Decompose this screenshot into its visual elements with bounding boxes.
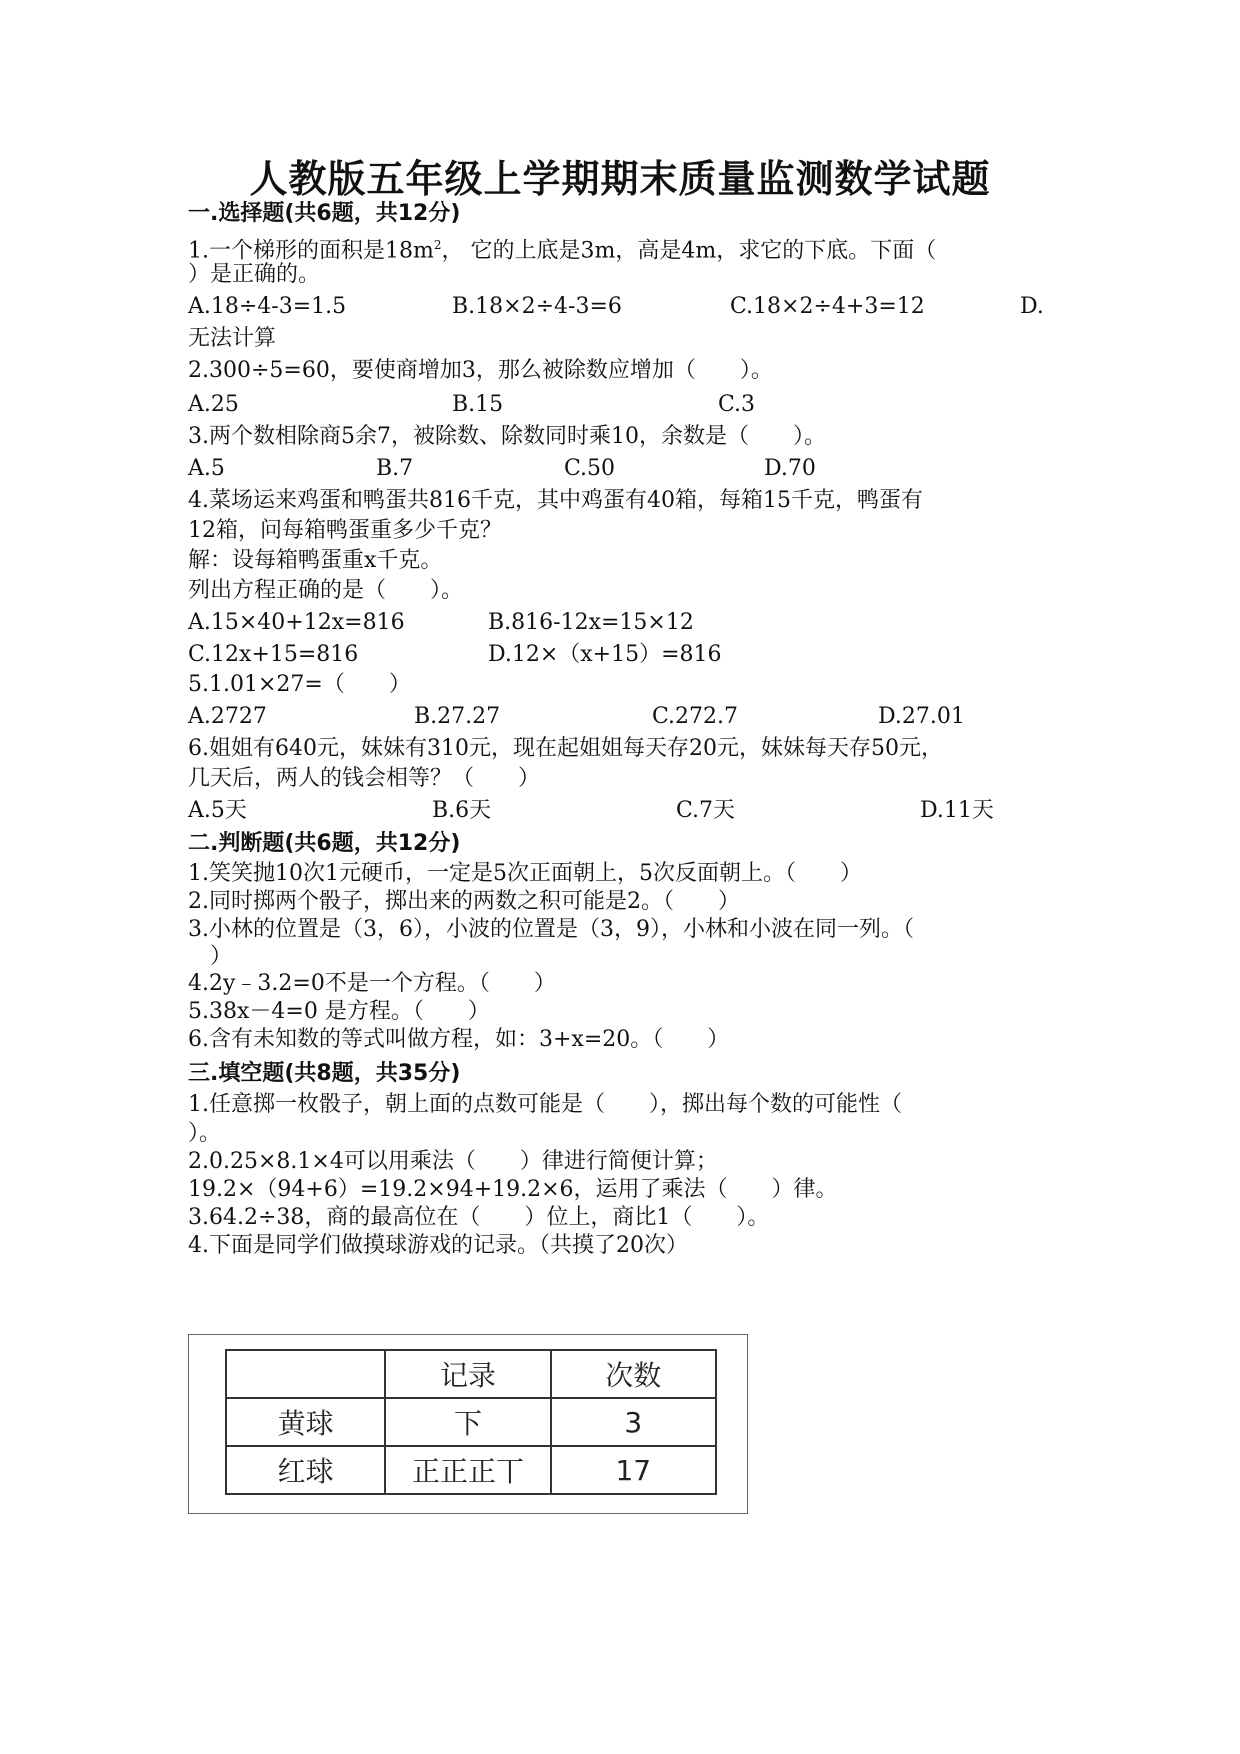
q2-option-b: B.15 (452, 392, 504, 417)
q5-options (188, 700, 1058, 734)
table-cell: 17 (551, 1446, 716, 1494)
table-cell: 黄球 (226, 1398, 385, 1446)
table-cell: 3 (551, 1398, 716, 1446)
q6-option-b: B.6天 (432, 798, 492, 823)
section-heading-fill: 三.填空题(共8题，共35分) (188, 1061, 461, 1086)
tally-table (225, 1349, 717, 1495)
q6-text-2: 几天后，两人的钱会相等？（ ） (188, 766, 541, 791)
q2-options (188, 388, 1058, 422)
q4-option-a: A.15×40+12x=816 (188, 610, 405, 635)
q1-text-a: 1.一个梯形的面积是18m (188, 238, 434, 264)
judge-item-5: 5.38x－4=0 是方程。（ ） (188, 999, 490, 1024)
question-4 (188, 486, 1058, 670)
question-1 (188, 230, 1058, 354)
judge-item-3: 3.小林的位置是（3，6），小波的位置是（3，9），小林和小波在同一列。（ (188, 917, 914, 942)
q2-option-a: A.25 (188, 392, 239, 417)
q4-option-c: C.12x+15=816 (188, 642, 359, 667)
q1-option-a: A.18÷4-3=1.5 (188, 294, 347, 319)
q4-text-4: 列出方程正确的是（ ）。 (188, 578, 464, 603)
q3-option-a: A.5 (188, 456, 225, 481)
table-header-cell (226, 1350, 385, 1398)
q5-option-b: B.27.27 (414, 704, 501, 729)
q1-superscript: 2 (433, 238, 442, 252)
q6-option-a: A.5天 (188, 798, 247, 823)
q2-option-c: C.3 (718, 392, 756, 417)
q5-option-a: A.2727 (188, 704, 267, 729)
q1-option-d: D. (1020, 294, 1044, 319)
exam-content (188, 198, 1058, 1260)
section-heading-judge: 二.判断题(共6题，共12分) (188, 831, 461, 856)
q4-option-d: D.12×（x+15）=816 (488, 642, 722, 667)
q5-option-d: D.27.01 (878, 704, 965, 729)
q2-text: 2.300÷5=60，要使商增加3，那么被除数应增加（ ）。 (188, 358, 773, 383)
fill-item-1: 1.任意掷一枚骰子，朝上面的点数可能是（ ），掷出每个数的可能性（ (188, 1092, 902, 1117)
question-3 (188, 422, 1058, 486)
q6-option-d: D.11天 (920, 798, 994, 823)
q4-text-1: 4.菜场运来鸡蛋和鸭蛋共816千克，其中鸡蛋有40箱，每箱15千克，鸭蛋有 (188, 488, 923, 513)
q1-text-c: ）是正确的。 (188, 262, 321, 287)
q6-option-c: C.7天 (676, 798, 736, 823)
q1-option-d-cont: 无法计算 (188, 326, 277, 351)
q6-options (188, 794, 1058, 828)
table-row (226, 1398, 716, 1446)
fill-item-2-cont: 19.2×（94+6）=19.2×94+19.2×6，运用了乘法（ ）律。 (188, 1177, 838, 1202)
judge-item-2: 2.同时掷两个骰子，掷出来的两数之积可能是2。（ ） (188, 889, 740, 914)
q3-options (188, 452, 1058, 486)
q4-text-3: 解：设每箱鸭蛋重x千克。 (188, 548, 443, 573)
q3-option-b: B.7 (376, 456, 414, 481)
fill-item-2: 2.0.25×8.1×4可以用乘法（ ）律进行简便计算； (188, 1149, 718, 1174)
judge-item-1: 1.笑笑抛10次1元硬币，一定是5次正面朝上，5次反面朝上。（ ） (188, 861, 862, 886)
question-6 (188, 734, 1058, 828)
q3-option-d: D.70 (764, 456, 816, 481)
table-row (226, 1446, 716, 1494)
q3-option-c: C.50 (564, 456, 616, 481)
q4-option-b: B.816-12x=15×12 (488, 610, 694, 635)
table-cell: 下 (385, 1398, 550, 1446)
table-header-cell: 记录 (385, 1350, 550, 1398)
q5-option-c: C.272.7 (652, 704, 739, 729)
table-cell: 正正正丅 (385, 1446, 550, 1494)
q1-option-c: C.18×2÷4+3=12 (730, 294, 925, 319)
q1-options (188, 290, 1058, 324)
fill-item-4: 4.下面是同学们做摸球游戏的记录。（共摸了20次） (188, 1233, 688, 1258)
q5-text: 5.1.01×27=（ ） (188, 672, 411, 697)
q4-options (188, 606, 1058, 670)
tally-figure (188, 1334, 748, 1514)
table-header-row (226, 1350, 716, 1398)
table-cell: 红球 (226, 1446, 385, 1494)
question-2 (188, 354, 1058, 422)
q1-text-b: ， 它的上底是3m，高是4m，求它的下底。下面（ (441, 238, 937, 264)
table-header-cell: 次数 (551, 1350, 716, 1398)
fill-item-1-cont: ）。 (188, 1121, 222, 1146)
judge-item-6: 6.含有未知数的等式叫做方程，如：3+x=20。（ ） (188, 1027, 730, 1052)
q4-text-2: 12箱，问每箱鸭蛋重多少千克？ (188, 518, 502, 543)
question-5 (188, 670, 1058, 734)
judge-item-3-cont: ） (188, 944, 233, 969)
page-title: 人教版五年级上学期期末质量监测数学试题 (249, 157, 991, 201)
q3-text: 3.两个数相除商5余7，被除数、除数同时乘10，余数是（ ）。 (188, 424, 826, 449)
judge-item-4: 4.2y﹣3.2=0不是一个方程。（ ） (188, 971, 556, 996)
q6-text-1: 6.姐姐有640元，妹妹有310元，现在起姐姐每天存20元，妹妹每天存50元， (188, 736, 943, 761)
q1-option-b: B.18×2÷4-3=6 (452, 294, 622, 319)
section-heading-choice: 一.选择题(共6题，共12分) (188, 201, 461, 226)
fill-item-3: 3.64.2÷38，商的最高位在（ ）位上，商比1（ ）。 (188, 1205, 770, 1230)
